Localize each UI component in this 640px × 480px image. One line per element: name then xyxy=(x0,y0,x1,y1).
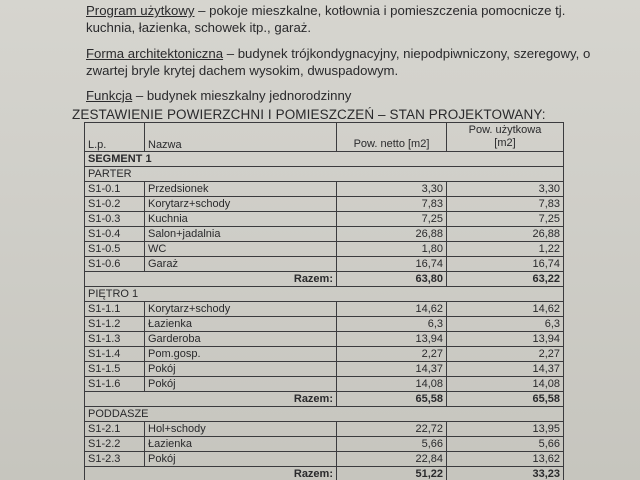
total-row xyxy=(85,272,564,287)
room-net-area: 1,80 xyxy=(337,242,447,257)
room-id: S1-0.3 xyxy=(85,212,145,227)
paragraph-text: – budynek mieszkalny jednorodzinny xyxy=(132,88,352,103)
segment-row xyxy=(85,152,564,167)
room-usable-area: 6,3 xyxy=(447,317,564,332)
room-name: Łazienka xyxy=(145,317,337,332)
room-id: S1-2.1 xyxy=(85,422,145,437)
room-id: S1-1.5 xyxy=(85,362,145,377)
total-net-area: 65,58 xyxy=(337,392,447,407)
header-net-area: Pow. netto [m2] xyxy=(337,123,447,152)
room-name: Przedsionek xyxy=(145,182,337,197)
room-net-area: 7,83 xyxy=(337,197,447,212)
table-row xyxy=(85,422,564,437)
room-name: Kuchnia xyxy=(145,212,337,227)
room-net-area: 5,66 xyxy=(337,437,447,452)
table-row xyxy=(85,227,564,242)
header-lp: L.p. xyxy=(85,123,145,152)
table-row xyxy=(85,347,564,362)
header-usable-area xyxy=(447,123,564,152)
table-row xyxy=(85,437,564,452)
room-net-area: 26,88 xyxy=(337,227,447,242)
room-id: S1-0.4 xyxy=(85,227,145,242)
room-name: Pom.gosp. xyxy=(145,347,337,362)
header-name: Nazwa xyxy=(145,123,337,152)
room-id: S1-2.3 xyxy=(85,452,145,467)
paragraph-text: – budynek trójkondygnacyjny, niepodpiwniczony, szeregowy, o zwartej bryle krytej dachem wysokim, dwuspadowym. xyxy=(86,46,591,78)
room-net-area: 7,25 xyxy=(337,212,447,227)
term-label: Funkcja xyxy=(86,88,133,103)
total-net-area: 51,22 xyxy=(337,467,447,480)
room-net-area: 22,84 xyxy=(337,452,447,467)
room-net-area: 14,08 xyxy=(337,377,447,392)
room-net-area: 13,94 xyxy=(337,332,447,347)
room-name: WC xyxy=(145,242,337,257)
table-row xyxy=(85,212,564,227)
room-usable-area: 14,08 xyxy=(447,377,564,392)
room-usable-area: 26,88 xyxy=(447,227,564,242)
floor-section-row xyxy=(85,167,564,182)
room-net-area: 2,27 xyxy=(337,347,447,362)
room-id: S1-1.3 xyxy=(85,332,145,347)
room-net-area: 14,62 xyxy=(337,302,447,317)
total-usable-area: 65,58 xyxy=(447,392,564,407)
room-usable-area: 14,62 xyxy=(447,302,564,317)
header-usable-line-2: [m2] xyxy=(494,137,516,149)
room-id: S1-0.5 xyxy=(85,242,145,257)
table-row xyxy=(85,332,564,347)
table-row xyxy=(85,197,564,212)
room-name: Pokój xyxy=(145,452,337,467)
room-usable-area: 16,74 xyxy=(447,257,564,272)
segment-label: SEGMENT 1 xyxy=(85,152,564,167)
table-header-row xyxy=(85,123,564,152)
room-usable-area: 13,94 xyxy=(447,332,564,347)
floor-section-row xyxy=(85,287,564,302)
table-row xyxy=(85,317,564,332)
term-label: Program użytkowy xyxy=(86,3,195,18)
room-id: S1-1.4 xyxy=(85,347,145,362)
total-usable-area: 63,22 xyxy=(447,272,564,287)
total-label: Razem: xyxy=(85,467,337,480)
room-id: S1-2.2 xyxy=(85,437,145,452)
room-usable-area: 7,83 xyxy=(447,197,564,212)
floor-label: PARTER xyxy=(85,167,564,182)
paragraph-program xyxy=(86,2,606,36)
table-row xyxy=(85,362,564,377)
room-net-area: 6,3 xyxy=(337,317,447,332)
table-row xyxy=(85,242,564,257)
room-net-area: 22,72 xyxy=(337,422,447,437)
room-name: Korytarz+schody xyxy=(145,197,337,212)
table-heading: ZESTAWIENIE POWIERZCHNI I POMIESZCZEŃ – STAN PROJEKTOWANY: xyxy=(72,107,546,122)
room-usable-area: 1,22 xyxy=(447,242,564,257)
table-row xyxy=(85,182,564,197)
room-id: S1-1.1 xyxy=(85,302,145,317)
room-name: Garderoba xyxy=(145,332,337,347)
floor-label: PIĘTRO 1 xyxy=(85,287,564,302)
room-usable-area: 14,37 xyxy=(447,362,564,377)
total-usable-area: 33,23 xyxy=(447,467,564,480)
room-net-area: 14,37 xyxy=(337,362,447,377)
total-label: Razem: xyxy=(85,392,337,407)
room-usable-area: 2,27 xyxy=(447,347,564,362)
paragraph-text: – pokoje mieszkalne, kotłownia i pomieszczenia pomocnicze tj. kuchnia, łazienka, schowek itp., garaż. xyxy=(86,3,566,35)
room-usable-area: 3,30 xyxy=(447,182,564,197)
room-name: Garaż xyxy=(145,257,337,272)
floor-label: PODDASZE xyxy=(85,407,564,422)
paragraph-form xyxy=(86,45,606,79)
term-label: Forma architektoniczna xyxy=(86,46,224,61)
total-net-area: 63,80 xyxy=(337,272,447,287)
room-id: S1-0.1 xyxy=(85,182,145,197)
total-row xyxy=(85,392,564,407)
room-usable-area: 13,62 xyxy=(447,452,564,467)
floor-section-row xyxy=(85,407,564,422)
room-name: Łazienka xyxy=(145,437,337,452)
room-usable-area: 13,95 xyxy=(447,422,564,437)
room-area-table xyxy=(84,122,564,480)
room-net-area: 3,30 xyxy=(337,182,447,197)
room-name: Pokój xyxy=(145,362,337,377)
header-usable-line-1: Pow. użytkowa xyxy=(468,124,542,136)
paragraph-function xyxy=(86,87,606,104)
room-id: S1-1.2 xyxy=(85,317,145,332)
table-row xyxy=(85,257,564,272)
total-label: Razem: xyxy=(85,272,337,287)
table-row xyxy=(85,377,564,392)
total-row xyxy=(85,467,564,480)
room-id: S1-0.2 xyxy=(85,197,145,212)
room-usable-area: 7,25 xyxy=(447,212,564,227)
table-body xyxy=(85,152,564,480)
room-id: S1-0.6 xyxy=(85,257,145,272)
room-usable-area: 5,66 xyxy=(447,437,564,452)
room-name: Korytarz+schody xyxy=(145,302,337,317)
table-row xyxy=(85,302,564,317)
room-name: Pokój xyxy=(145,377,337,392)
table-row xyxy=(85,452,564,467)
room-name: Hol+schody xyxy=(145,422,337,437)
room-name: Salon+jadalnia xyxy=(145,227,337,242)
room-id: S1-1.6 xyxy=(85,377,145,392)
room-net-area: 16,74 xyxy=(337,257,447,272)
